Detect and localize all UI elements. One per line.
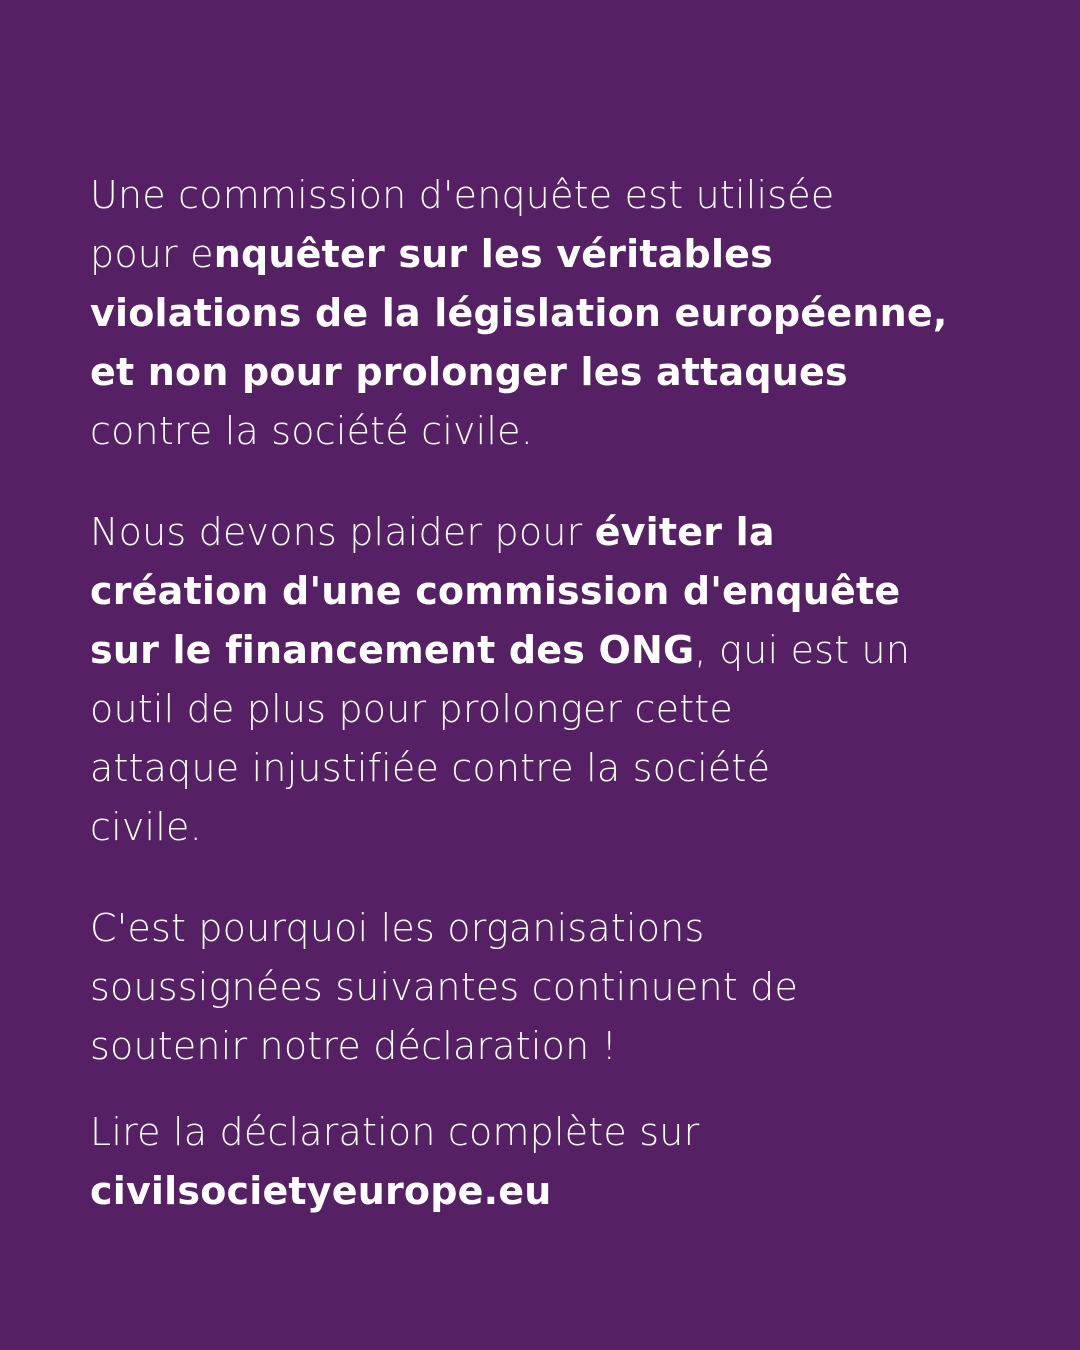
text-line — [90, 343, 990, 402]
bold-text: éviter la — [594, 510, 775, 554]
text-line: C'est pourquoi les organisations — [90, 906, 705, 950]
text-line: attaque injustifiée contre la société — [90, 746, 771, 790]
regular-text: , qui est un — [694, 628, 911, 672]
text-line: civile. — [90, 805, 202, 849]
bold-text: et non pour prolonger les attaques — [90, 350, 848, 394]
text-line: contre la société civile. — [90, 409, 534, 453]
regular-text: Nous devons plaider pour — [90, 510, 595, 554]
bold-text: violations de la législation européenne, — [90, 291, 948, 335]
text-line — [90, 503, 990, 562]
text-line: soutenir notre déclaration ! — [90, 1024, 618, 1068]
paragraph-advocacy — [90, 503, 990, 857]
bold-text: nquêter sur les véritables — [213, 232, 773, 276]
text-line: soussignées suivantes continuent de — [90, 965, 799, 1009]
regular-text: pour e — [90, 232, 214, 276]
paragraph-read-more — [90, 1103, 990, 1221]
bold-text: sur le financement des ONG — [90, 628, 695, 672]
website-link[interactable]: civilsocietyeurope.eu — [90, 1169, 552, 1213]
text-line: Lire la déclaration complète sur — [90, 1110, 700, 1154]
bold-text: création d'une commission d'enquête — [90, 569, 901, 613]
paragraph-support — [90, 899, 990, 1076]
text-line — [90, 1162, 990, 1221]
text-line: Une commission d'enquête est utilisée — [90, 173, 835, 217]
text-line — [90, 284, 990, 343]
text-line — [90, 562, 990, 621]
paragraph-commission-purpose — [90, 166, 990, 461]
text-line — [90, 225, 990, 284]
text-line: outil de plus pour prolonger cette — [90, 687, 733, 731]
text-line — [90, 621, 990, 680]
